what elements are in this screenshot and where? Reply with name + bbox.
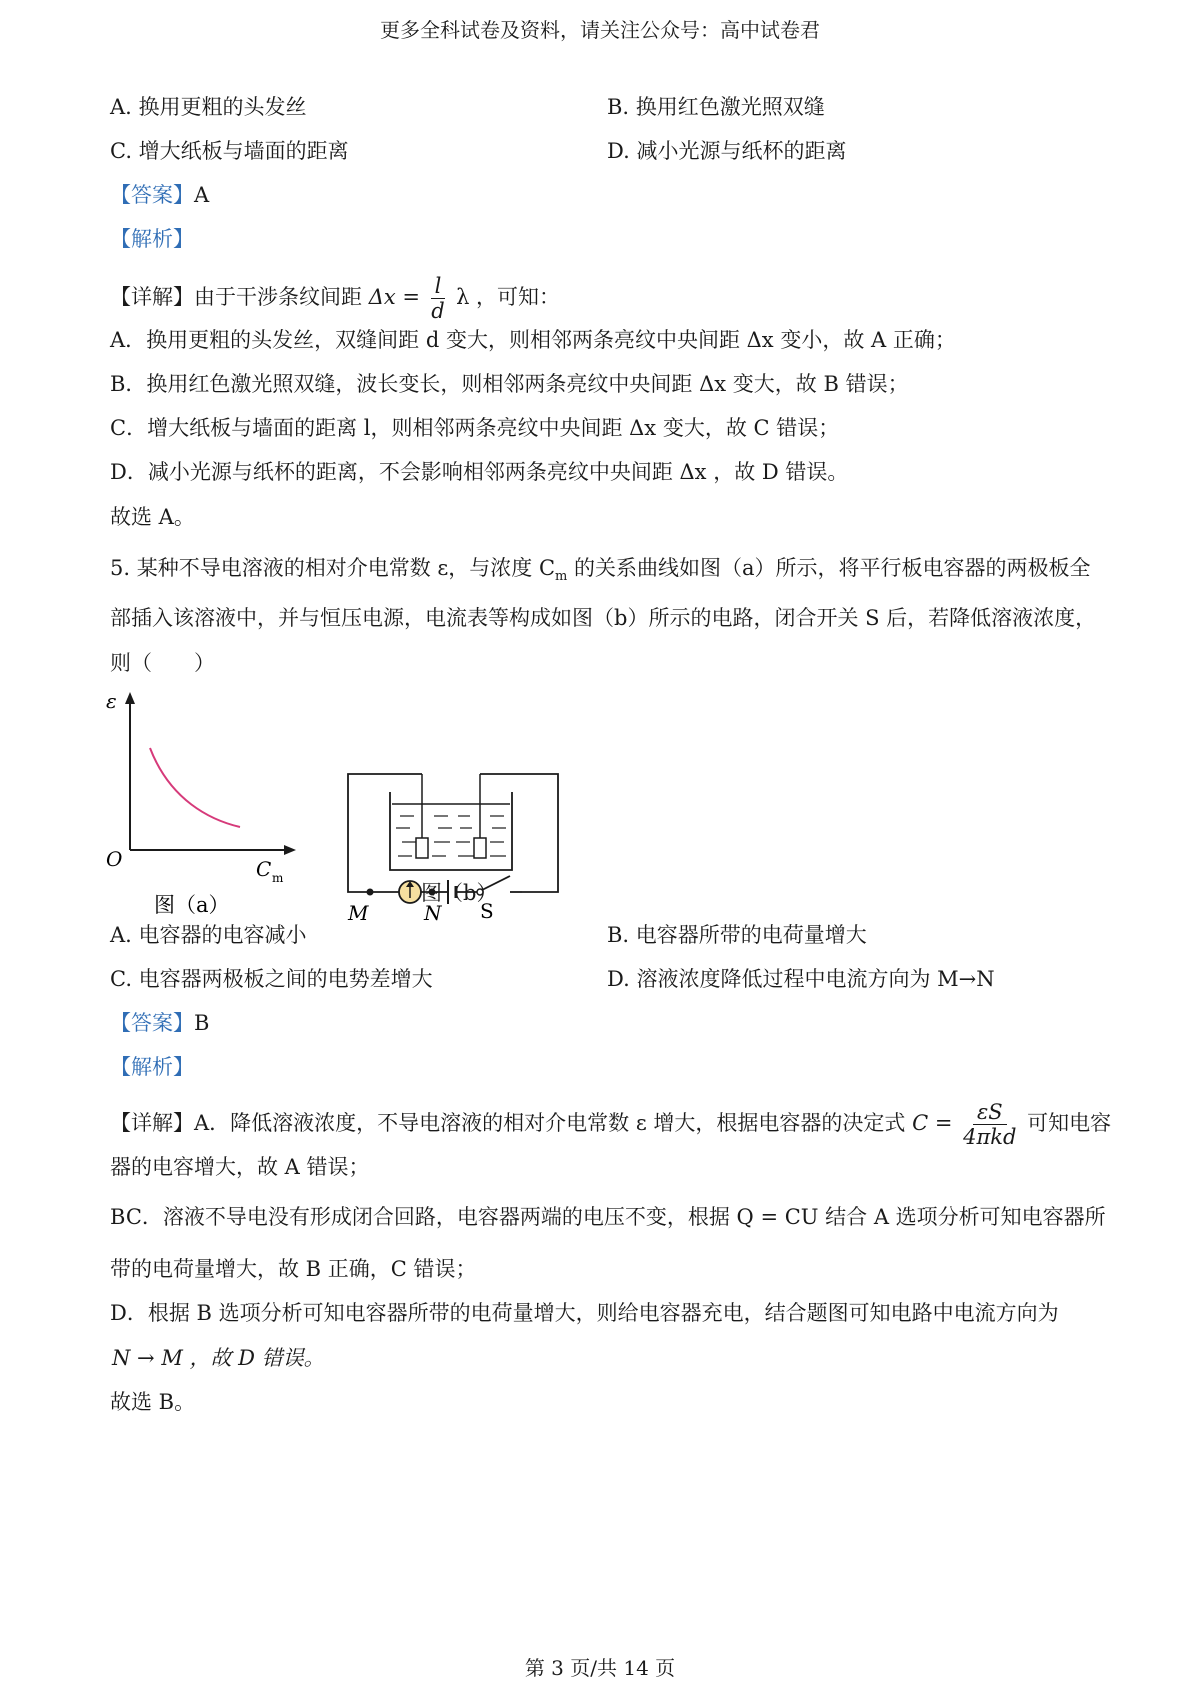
label-s: S [480,899,494,923]
detail-intro-text: 由于干涉条纹间距 [194,285,362,309]
q4-detail-line: D．减小光源与纸杯的距离，不会影响相邻两条亮纹中央间距 Δx ，故 D 错误。 [110,460,849,484]
q5-conclusion: 故选 B。 [110,1390,196,1414]
figure-a [100,690,300,930]
q5-option-d: D. 溶液浓度降低过程中电流方向为 M→N [607,967,995,991]
q4-detail-line: B．换用红色激光照双缝，波长变长，则相邻两条亮纹中央间距 Δx 变大，故 B 错误； [110,372,909,396]
q5-detail-a [110,1100,1111,1149]
detail-a-tail: 可知电容 [1027,1111,1112,1135]
answer-value: A [194,183,210,207]
formula-tail: λ ，可知： [456,285,561,309]
q5-stem-tail: 的关系曲线如图（a）所示，将平行板电容器的两极板全 [567,556,1091,580]
q5-option-b: B. 电容器所带的电荷量增大 [607,923,867,947]
fraction [431,274,446,323]
q4-option-c: C. 增大纸板与墙面的距离 [110,139,349,163]
epsilon-curve [150,748,240,827]
answer-tag: 【答案】 [110,183,194,207]
fraction-numerator: εS [973,1100,1007,1125]
q4-detail-line: A．换用更粗的头发丝，双缝间距 d 变大，则相邻两条亮纹中央间距 Δx 变小，故 A 正确； [110,328,956,352]
q4-option-a: A. 换用更粗的头发丝 [110,95,307,119]
q5-stem-line1 [110,553,1091,592]
q5-detail-a2: 器的电容增大，故 A 错误； [110,1155,370,1179]
q4-conclusion: 故选 A。 [110,505,195,529]
q5-detail-bc: BC．溶液不导电没有形成闭合回路，电容器两端的电压不变，根据 Q = CU 结合 A 选项分析可知电容器所 [110,1205,1106,1229]
q5-option-c: C. 电容器两极板之间的电势差增大 [110,967,433,991]
left-wire [348,774,422,892]
answer-tag: 【答案】 [110,1011,194,1035]
detail-tag: 【详解】 [110,285,194,309]
y-axis-arrow [125,692,135,704]
origin-label: O [106,847,123,871]
figure-b-caption: 图（b） [421,881,498,905]
q5-analysis-tag: 【解析】 [110,1055,194,1079]
x-axis-label-sub: m [272,871,284,885]
q5-stem-line2: 部插入该溶液中，并与恒压电源，电流表等构成如图（b）所示的电路，闭合开关 S 后，若降低溶液浓度， [110,606,1097,630]
q5-detail-d2: N → M ，故 D 错误。 [112,1346,325,1370]
q4-option-b: B. 换用红色激光照双缝 [607,95,825,119]
x-axis-arrow [284,845,296,855]
right-plate [474,838,486,858]
q5-answer [110,1008,209,1038]
left-plate [416,838,428,858]
q5-stem-line3: 则（ ） [110,651,215,675]
q4-detail-line: C．增大纸板与墙面的距离 l，则相邻两条亮纹中央间距 Δx 变大，故 C 错误； [110,416,840,440]
x-axis-label: C [256,857,272,881]
q5-stem-subscript: m [555,569,568,585]
fraction-denominator: 4πkd [963,1125,1017,1149]
liquid-hatching [396,816,506,856]
node-m [367,889,374,896]
q5-stem-text: 5. 某种不导电溶液的相对介电常数 ε，与浓度 C [110,556,556,580]
y-axis-label: ε [106,690,117,713]
q4-answer [110,180,209,210]
formula-lhs: C = [912,1111,953,1135]
page-footer: 第 3 页/共 14 页 [524,1656,676,1680]
detail-tag: 【详解】 [110,1111,194,1135]
formula-lhs: Δx = [368,285,420,309]
label-n: N [424,901,442,925]
q4-analysis-tag: 【解析】 [110,227,194,251]
detail-a-text: A．降低溶液浓度，不导电溶液的相对介电常数 ε 增大，根据电容器的决定式 [194,1111,906,1135]
q5-detail-d: D．根据 B 选项分析可知电容器所带的电荷量增大，则给电容器充电，结合题图可知电路中电流方向为 [110,1301,1059,1325]
right-wire [480,774,558,892]
q5-detail-bc2: 带的电荷量增大，故 B 正确，C 错误； [110,1257,477,1281]
label-m: M [348,901,369,925]
page-header: 更多全科试卷及资料，请关注公众号：高中试卷君 [380,18,820,42]
fraction-denominator: d [431,299,445,323]
figure-a-caption: 图（a） [154,893,230,917]
fraction [963,1100,1016,1149]
q4-detail-intro [110,274,560,323]
fraction-numerator: l [431,274,446,299]
q4-option-d: D. 减小光源与纸杯的距离 [607,139,847,163]
answer-value: B [194,1011,210,1035]
q5-option-a: A. 电容器的电容减小 [110,923,307,947]
